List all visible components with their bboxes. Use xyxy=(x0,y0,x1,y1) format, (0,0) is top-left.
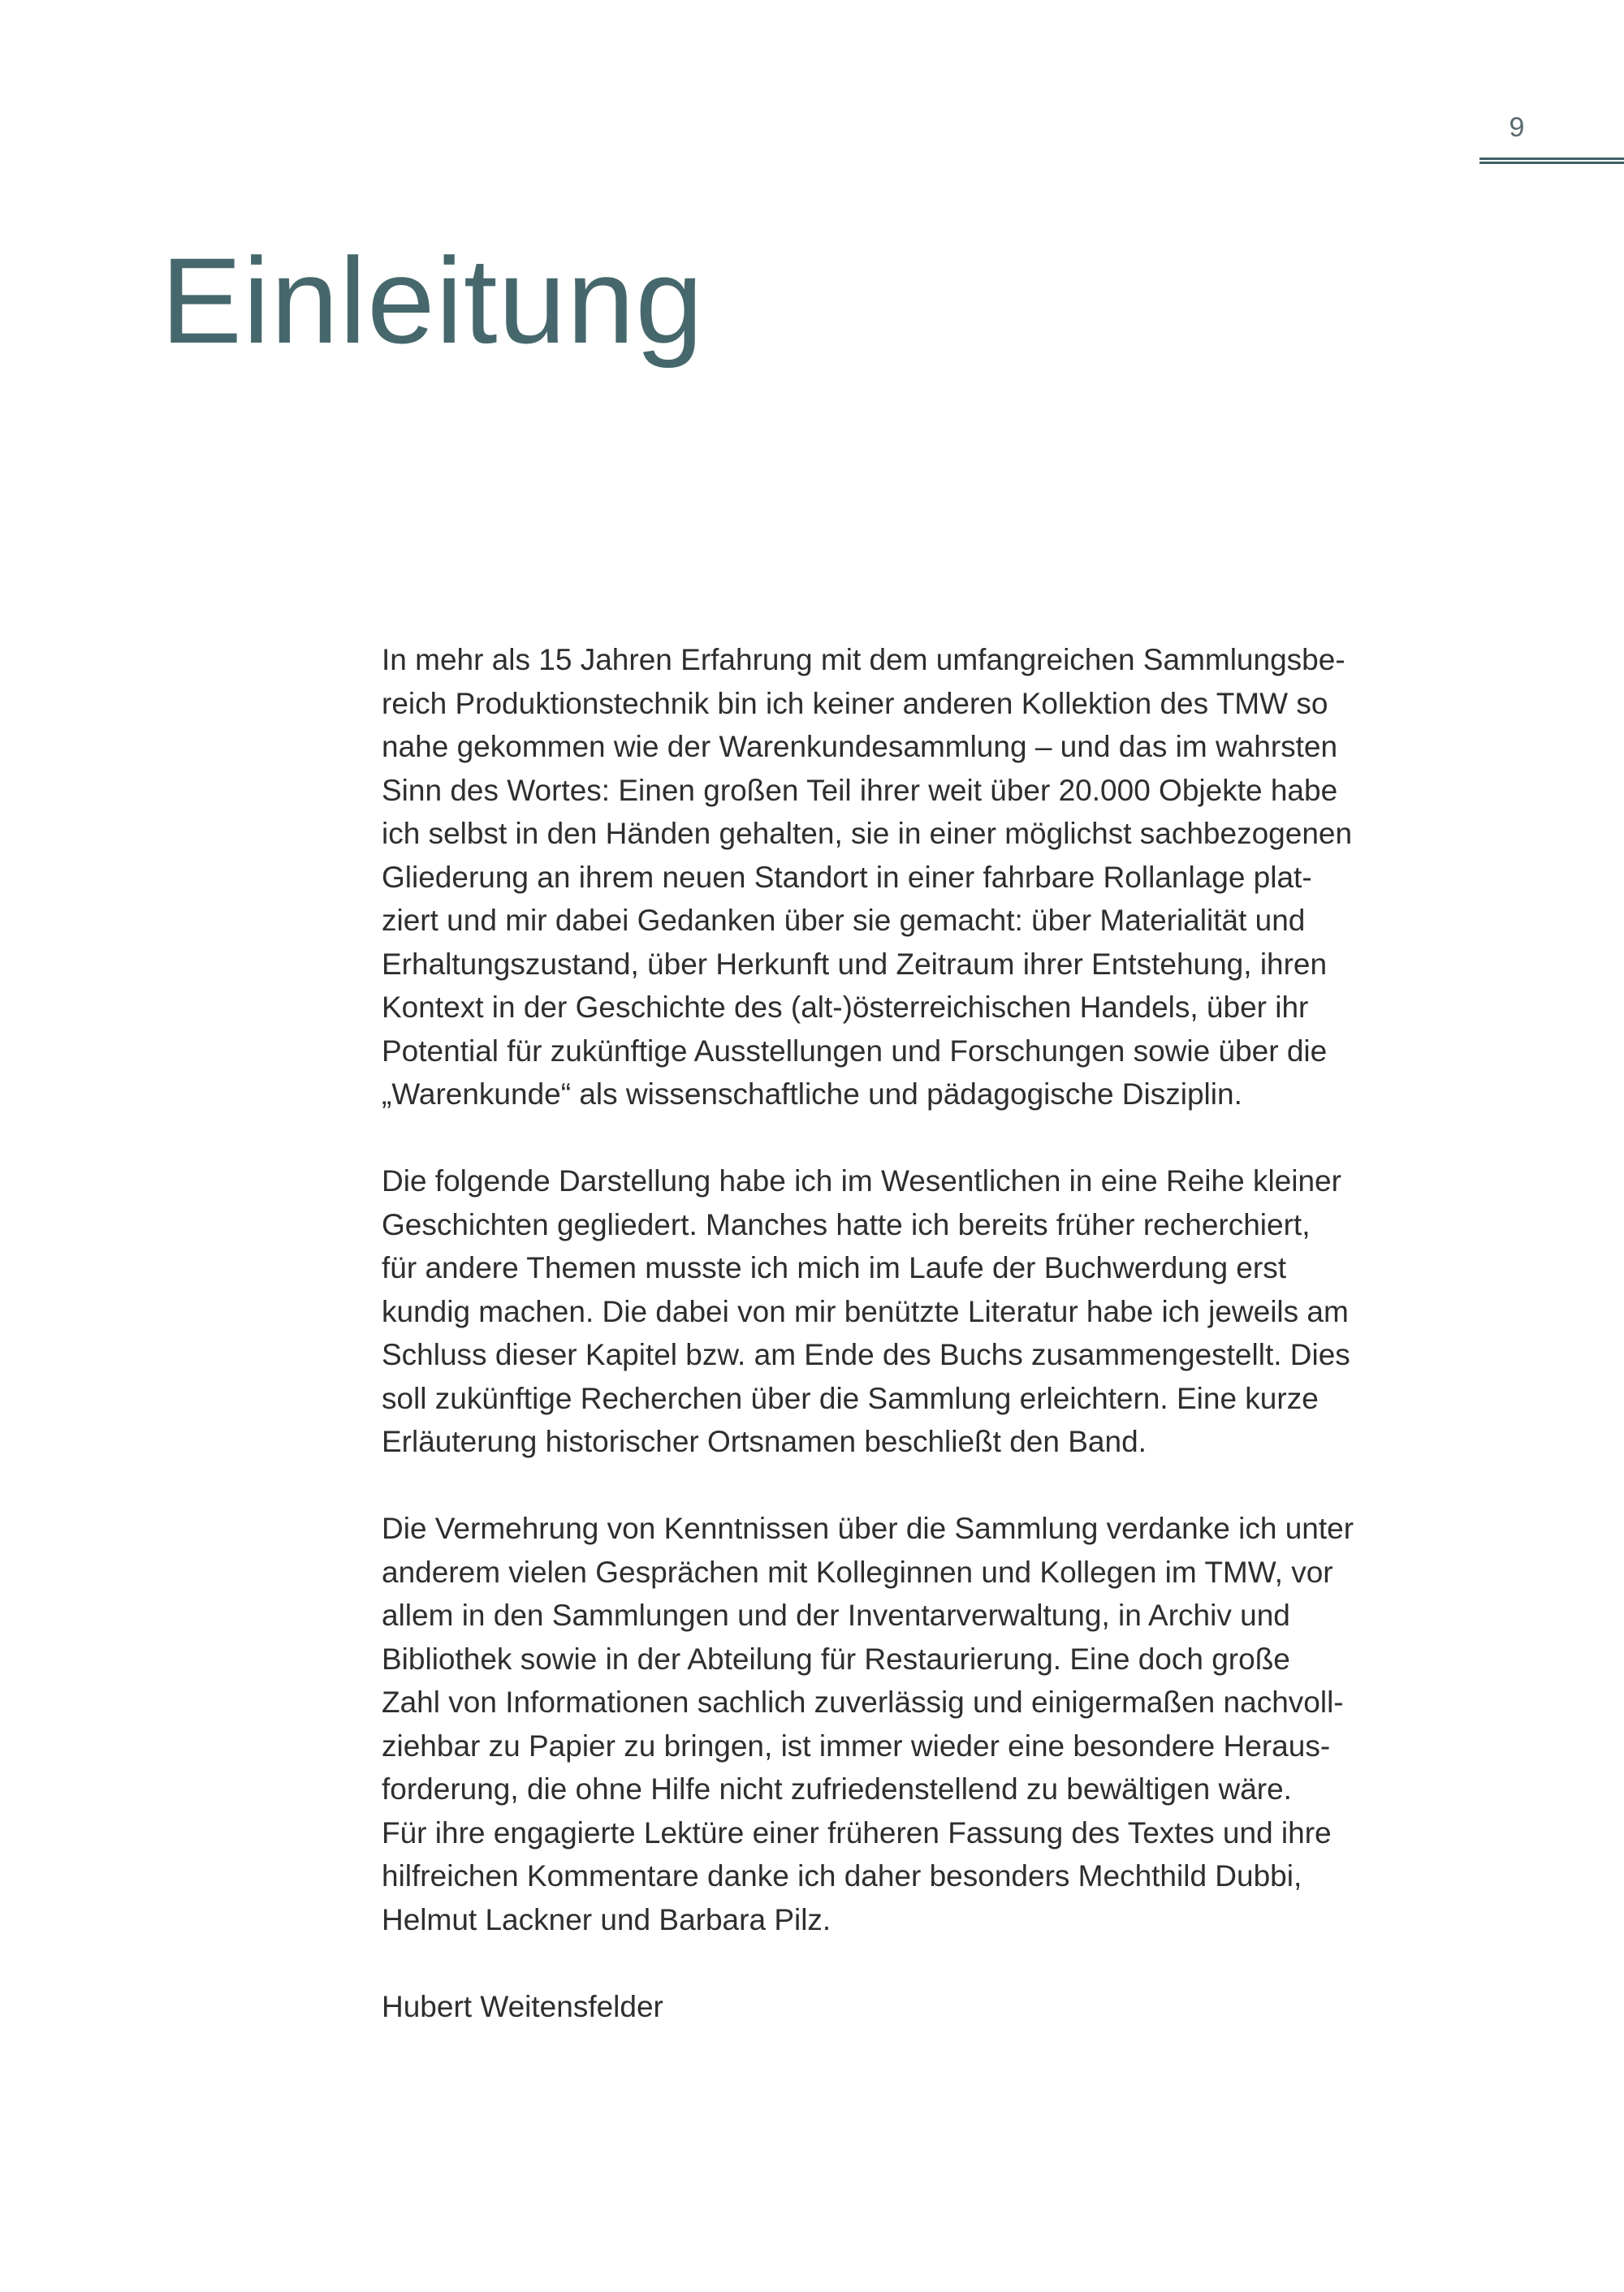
text-line: Für ihre engagierte Lektüre einer früheren Fassung des Textes und ihre xyxy=(382,1815,1332,1850)
text-line: Schluss dieser Kapitel bzw. am Ende des Buchs zusammengestellt. Dies xyxy=(382,1338,1350,1371)
text-line: allem in den Sammlungen und der Inventarverwaltung, in Archiv und xyxy=(382,1599,1290,1632)
text-line: hilfreichen Kommentare danke ich daher besonders Mechthild Dubbi, xyxy=(382,1859,1302,1893)
text-line: Zahl von Informationen sachlich zuverlässig und einigermaßen nachvoll- xyxy=(382,1686,1344,1719)
text-line: Geschichten gegliedert. Manches hatte ich bereits früher recherchiert, xyxy=(382,1207,1311,1241)
text-line: ziehbar zu Papier zu bringen, ist immer wieder eine besondere Heraus- xyxy=(382,1729,1331,1763)
text-line: ziert und mir dabei Gedanken über sie gemacht: über Materialität und xyxy=(382,904,1306,937)
header-rule xyxy=(1479,158,1624,164)
text-line: soll zukünftige Recherchen über die Sammlung erleichtern. Eine kurze xyxy=(382,1381,1319,1415)
text-line: Die Vermehrung von Kenntnissen über die Sammlung verdanke ich unter xyxy=(382,1512,1354,1545)
text-line: ich selbst in den Händen gehalten, sie in einer möglichst sachbezogenen xyxy=(382,817,1353,850)
text-line: Die folgende Darstellung habe ich im Wesentlichen in eine Reihe kleiner xyxy=(382,1164,1341,1198)
text-line: „Warenkunde“ als wissenschaftliche und pädagogische Disziplin. xyxy=(382,1077,1242,1111)
text-line: kundig machen. Die dabei von mir benützte Literatur habe ich jeweils am xyxy=(382,1294,1349,1328)
paragraph xyxy=(382,1159,1486,1464)
paragraph xyxy=(382,638,1486,1116)
text-line: Helmut Lackner und Barbara Pilz. xyxy=(382,1902,831,1936)
text-line: nahe gekommen wie der Warenkundesammlung – und das im wahrsten xyxy=(382,730,1338,763)
chapter-title: Einleitung xyxy=(161,232,704,369)
text-line: Sinn des Wortes: Einen großen Teil ihrer weit über 20.000 Objekte habe xyxy=(382,773,1338,807)
text-line: Potential für zukünftige Ausstellungen und Forschungen sowie über die xyxy=(382,1034,1328,1068)
text-line: Gliederung an ihrem neuen Standort in einer fahrbare Rollanlage plat- xyxy=(382,860,1312,894)
body-text xyxy=(382,638,1486,2072)
author-signature xyxy=(382,1985,1486,2029)
text-line: Erhaltungszustand, über Herkunft und Zeitraum ihrer Entstehung, ihren xyxy=(382,947,1328,981)
text-line: In mehr als 15 Jahren Erfahrung mit dem umfangreichen Sammlungsbe- xyxy=(382,643,1345,676)
text-line: forderung, die ohne Hilfe nicht zufriedenstellend zu bewältigen wäre. xyxy=(382,1772,1292,1806)
text-line: Hubert Weitensfelder xyxy=(382,1989,663,2023)
text-line: reich Produktionstechnik bin ich keiner anderen Kollektion des TMW so xyxy=(382,686,1328,720)
text-line: Erläuterung historischer Ortsnamen beschließt den Band. xyxy=(382,1425,1147,1458)
text-line: Bibliothek sowie in der Abteilung für Restaurierung. Eine doch große xyxy=(382,1642,1290,1676)
text-line: für andere Themen musste ich mich im Laufe der Buchwerdung erst xyxy=(382,1251,1286,1284)
text-line: Kontext in der Geschichte des (alt-)österreichischen Handels, über ihr xyxy=(382,991,1309,1024)
page-number: 9 xyxy=(1509,112,1525,143)
text-line: anderem vielen Gesprächen mit Kolleginnen und Kollegen im TMW, vor xyxy=(382,1555,1333,1589)
paragraph xyxy=(382,1507,1486,1941)
